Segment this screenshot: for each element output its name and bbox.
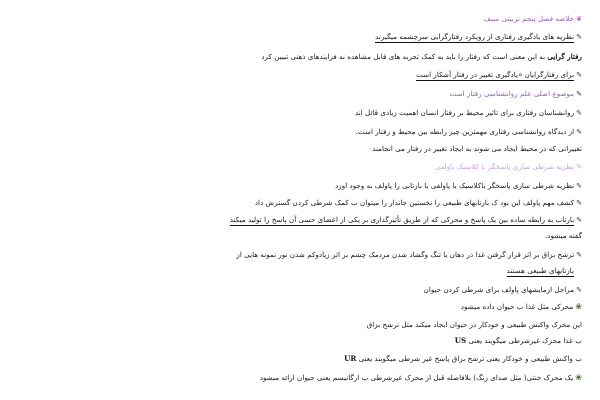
line-text: محرکی مثل غذا ب حیوان داده میشود <box>460 302 574 311</box>
pin-icon: ✎ <box>576 163 582 171</box>
title-text: خلاصه فصل پنجم تربیتی سیف <box>483 14 575 23</box>
line-14 <box>507 266 574 276</box>
document-title <box>484 14 582 24</box>
subheading: نظریه شرطی سازی پاسخگر یا کلاسیک پاولفی <box>434 162 575 171</box>
pin-icon: ✎ <box>576 216 582 224</box>
pin-icon: ✎ <box>576 251 582 259</box>
line-text: بازتابهای طبیعی هستند <box>506 266 574 275</box>
line-19 <box>344 354 582 364</box>
line-text: از دیدگاه روانشناسی رفتاری مهمترین چیز رابطه بین محیط و رفتار است. <box>355 127 575 136</box>
line-text: به این معنی است که رفتار را باید به کمک تجربه های قابل مشاهده نه فرایندهای ذهنی تبیین کرد <box>261 52 548 61</box>
line-1 <box>375 32 582 42</box>
line-11 <box>230 215 582 225</box>
term-ur: UR <box>344 354 357 363</box>
term-behaviorism: رفتار گرایی <box>547 52 582 61</box>
flower-icon: ❀ <box>575 373 582 382</box>
line-text: یک محرک خنثی( مثل صدای زنگ) بلافاصله قبل از محرک غیرشرطی ب ارگانیسم یعنی حیوان ارائه میشود <box>259 373 574 382</box>
line-17 <box>367 320 582 330</box>
line-12 <box>545 231 582 241</box>
line-18 <box>455 336 582 346</box>
line-text: گفته میشود. <box>545 231 582 240</box>
line-13 <box>236 250 582 260</box>
line-3 <box>416 70 582 80</box>
line-20 <box>260 373 582 383</box>
term-us: US <box>454 336 467 345</box>
line-15 <box>424 285 582 295</box>
line-text: روانشناسان رفتاری برای تاثیر محیط بر رفتار انسان اهمیت زیادی قائل اند <box>354 108 575 117</box>
pin-icon: ✎ <box>576 286 582 294</box>
line-16 <box>461 302 582 312</box>
line-4 <box>450 89 582 99</box>
pin-icon: ✎ <box>576 33 582 41</box>
line-8 <box>435 162 582 172</box>
line-7 <box>372 144 582 154</box>
line-text: کشف مهم پاولف این بود ک بازتابهای طبیعی را نخستین جاندار را میتوان ب کمک شرطی کردن گسترش داد <box>254 198 575 207</box>
line-text: نظریه شرطی سازی پاسخگر یاکلاسیک یا پاولفی یا بازتابی را پاولف به وجود اورد <box>335 181 575 190</box>
line-5 <box>355 108 582 118</box>
speech-bubble-icon: ❦ <box>576 15 582 23</box>
subheading: موضوع اصلی علم روانشناسی رفتار است <box>449 89 575 98</box>
pin-icon: ✎ <box>576 128 582 136</box>
line-text: مراحل ازمایشهای پاولف برای شرطی کردن حیوان <box>423 285 575 294</box>
line-2 <box>261 52 582 62</box>
line-text: نظریه های یادگیری رفتاری از رویکرد رفتارگرایی سرچشمه میگیرند <box>375 32 575 41</box>
line-10 <box>255 198 582 208</box>
line-6 <box>356 127 582 137</box>
line-text: ب واکنش طبیعی و خودکار یعنی ترشح بزاق پاسخ غیر شرطی میگویند یعنی <box>356 354 582 363</box>
line-text: برای رفتارگرایان «یادگیری تغییر در رفتار آشکار است <box>416 70 575 79</box>
pin-icon: ✎ <box>576 199 582 207</box>
line-text: این محرک واکنش طبیعی و خودکار در حیوان ایجاد میکند مثل ترشح بزاق <box>366 320 582 329</box>
pin-icon: ✎ <box>576 71 582 79</box>
line-text: ترشح بزاق بر اثر قرار گرفتن غذا در دهان یا تنگ وگشاد شدن مردمک چشم بر اثر زیادوکم شدن نور نمونه هایی از <box>236 250 575 259</box>
line-9 <box>335 181 582 191</box>
flower-icon: ❀ <box>575 302 582 311</box>
pin-icon: ✎ <box>576 109 582 117</box>
pin-icon: ✎ <box>576 90 582 98</box>
line-text: بازتاب به رابطه ساده بین یک پاسخ و محرکی که از طریق تأثیرگذاری بر یکی از اعضای حسی آن پاسخ را تولید میکند <box>229 215 575 224</box>
pin-icon: ✎ <box>576 182 582 190</box>
line-text: ب غذا محرک غیرشرطی میگویند یعنی <box>466 336 582 345</box>
line-text: تغییراتی که در محیط ایجاد می شوند به ایجاد تغییر در رفتار می انجامند <box>372 144 582 153</box>
